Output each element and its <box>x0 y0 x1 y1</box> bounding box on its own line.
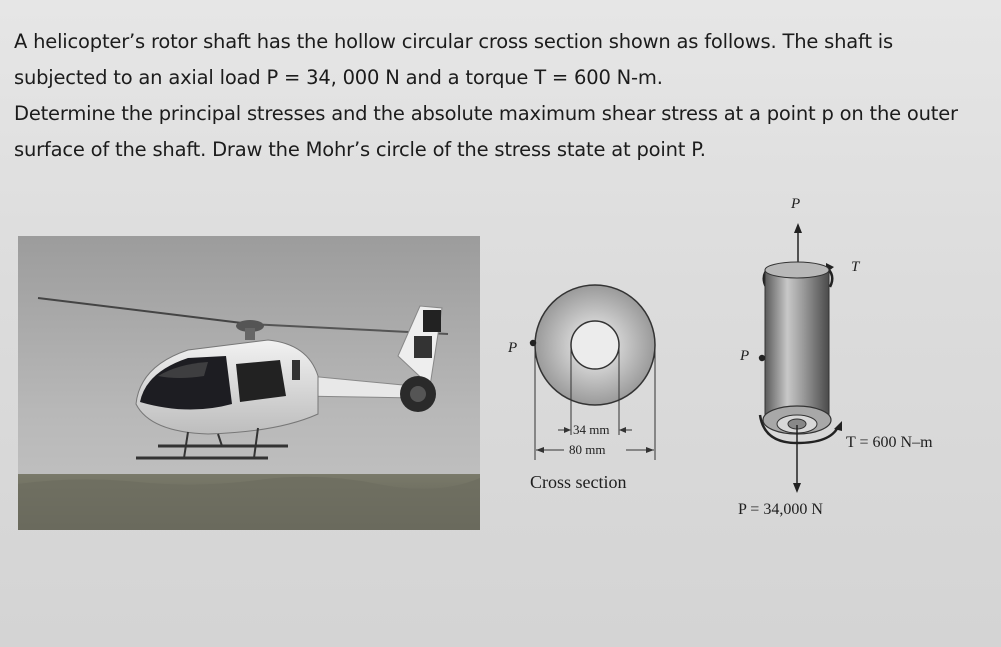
shaft-torque-label: T <box>851 259 860 275</box>
helicopter-photo <box>18 236 480 530</box>
shaft-point-label: P <box>740 348 750 364</box>
problem-paragraph-2: Determine the principal stresses and the absolute maximum shear stress at a point p on the outer surface of the shaft. Draw the Mohr’s circle of the stress state at point P. <box>14 102 958 161</box>
outer-diameter-label: 80 mm <box>569 442 606 457</box>
inner-circle <box>571 321 619 369</box>
inner-diameter-label: 34 mm <box>573 422 610 437</box>
shaft-point-p-dot <box>759 355 765 361</box>
cross-section-figure <box>500 270 680 500</box>
cross-section-point-label: P <box>508 340 518 356</box>
torque-value-label: T = 600 N–m <box>846 434 933 451</box>
shaft-top-load-label: P <box>791 196 801 212</box>
cross-section-caption: Cross section <box>530 472 627 492</box>
load-value-label: P = 34,000 N <box>738 501 823 518</box>
point-p-dot <box>530 340 536 346</box>
problem-paragraph-1: A helicopter’s rotor shaft has the hollow circular cross section shown as follows. The shaft is subjected to an axial load P = 34, 000 N and a torque T = 600 N-m. <box>14 30 893 89</box>
problem-statement <box>14 24 989 168</box>
